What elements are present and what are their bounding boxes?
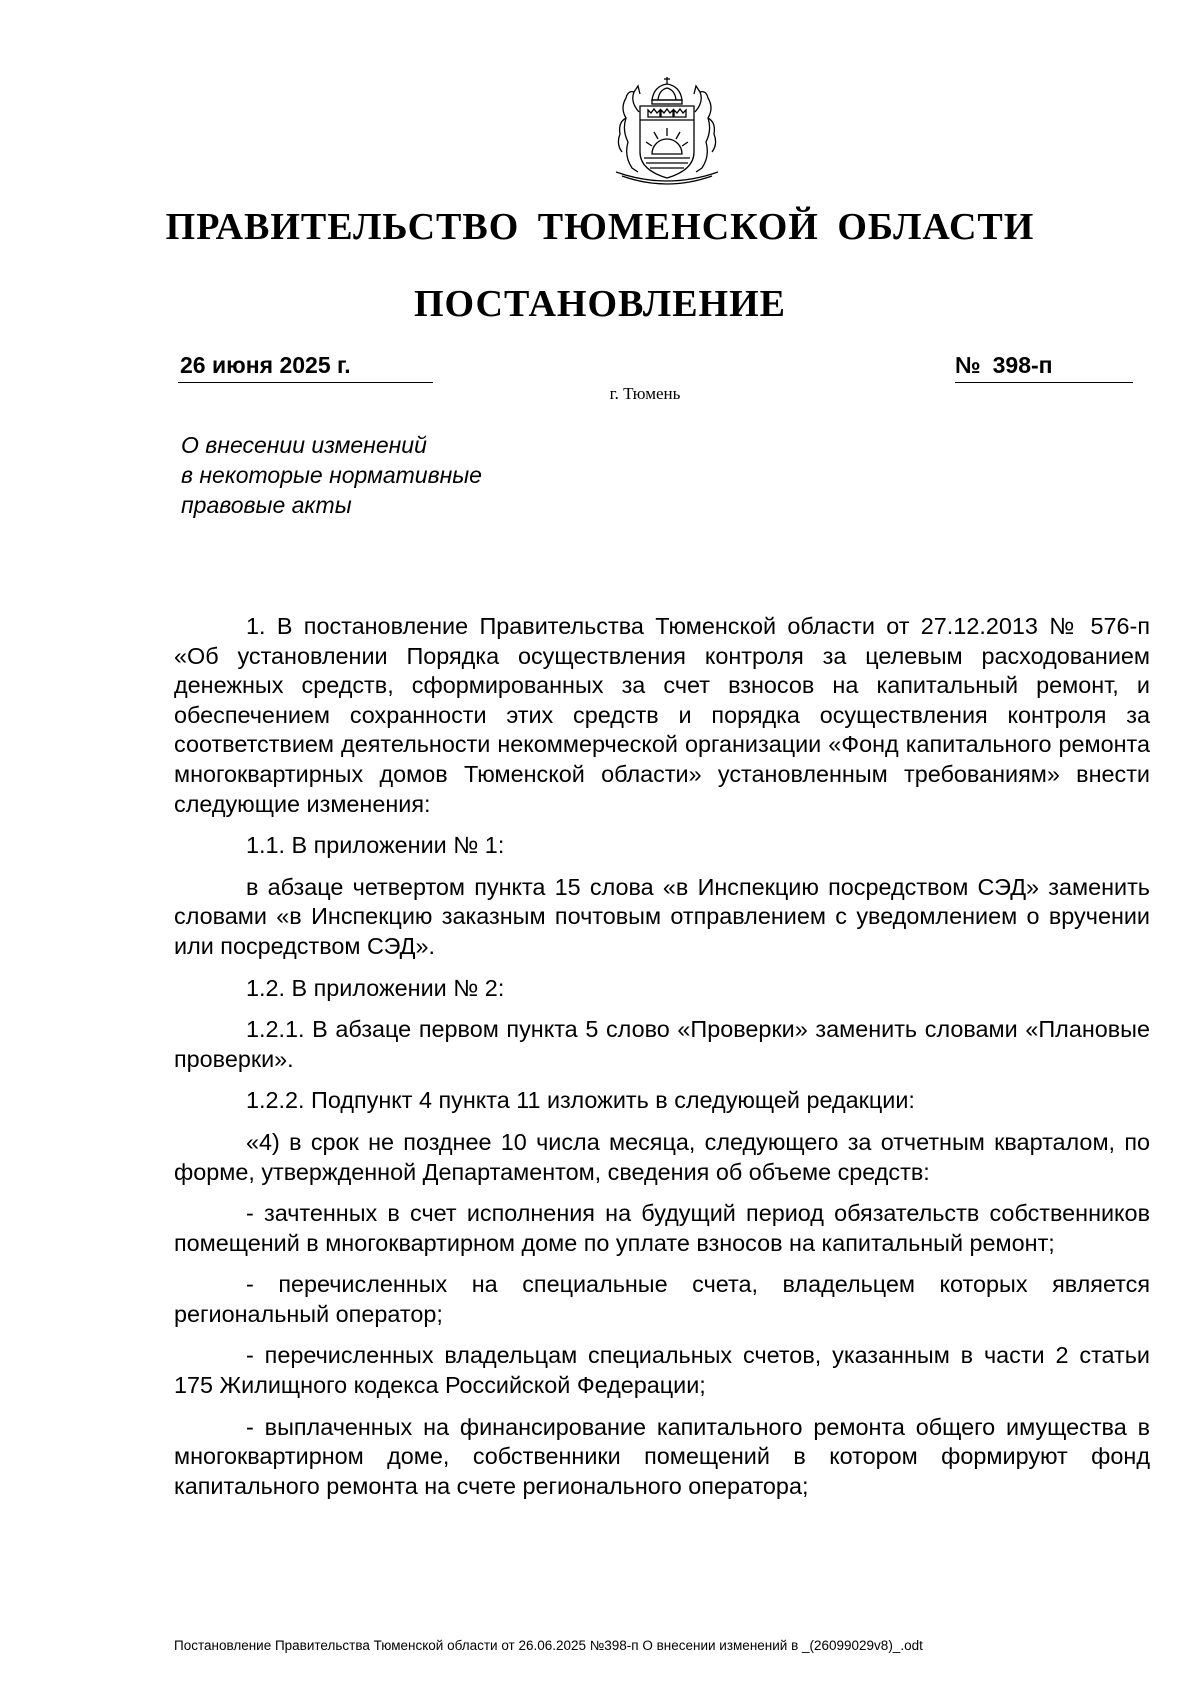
list-item: - перечисленных владельцам специальных счетов, указанным в части 2 статьи 175 Жилищного кодекса Российской Федерации; bbox=[174, 1342, 1150, 1399]
subject-line: О внесении изменений bbox=[181, 432, 427, 458]
page-footer: Постановление Правительства Тюменской области от 26.06.2025 №398-п О внесении изменений в _(26099029v8)_.odt bbox=[174, 1638, 923, 1653]
paragraph-1-2-2: 1.2.2. Подпункт 4 пункта 11 изложить в следующей редакции: bbox=[246, 1087, 915, 1114]
paragraph-1-1: 1.1. В приложении № 1: bbox=[246, 832, 505, 859]
list-item: - зачтенных в счет исполнения на будущий период обязательств собственников помещений в многоквартирном доме по уплате взносов на капитальный ремонт; bbox=[174, 1200, 1150, 1256]
paragraph-subitem-4: «4) в срок не позднее 10 числа месяца, следующего за отчетным кварталом, по форме, утвержденной Департаментом, сведения об объеме средств: bbox=[174, 1128, 1150, 1185]
document-date: 26 июня 2025 г. bbox=[178, 352, 433, 383]
number-sign: № bbox=[955, 352, 981, 378]
document-subject bbox=[181, 430, 601, 520]
coat-of-arms-icon bbox=[596, 72, 738, 186]
subject-line: в некоторые нормативные bbox=[181, 462, 482, 488]
list-item: - выплаченных на финансирование капитального ремонта общего имущества в многоквартирном доме, собственники помещений в котором формируют фонд капитального ремонта на счете регионального оператора; bbox=[174, 1413, 1150, 1499]
document-body bbox=[174, 612, 1150, 1513]
paragraph-1-2: 1.2. В приложении № 2: bbox=[246, 974, 505, 1001]
document-city: г. Тюмень bbox=[609, 384, 681, 403]
subject-line: правовые акты bbox=[181, 492, 352, 518]
document-number: 398-п bbox=[992, 352, 1053, 378]
organization-title: ПРАВИТЕЛЬСТВО ТЮМЕНСКОЙ ОБЛАСТИ bbox=[165, 206, 1035, 248]
paragraph-1: 1. В постановление Правительства Тюменской области от 27.12.2013 № 576-п «Об установлении Порядка осуществления контроля за целевым расходованием денежных средств, сформированных за счет взносов на капитальный ремонт, и обеспечением сохранности этих средств и порядка осуществления контроля за соответствием деятельности некоммерческой организации «Фонд капитального ремонта многоквартирных домов Тюменской области» установленным требованиям» внести следующие изменения: bbox=[174, 613, 1150, 817]
list-item: - перечисленных на специальные счета, владельцем которых является региональный оператор; bbox=[174, 1271, 1150, 1327]
paragraph-1-2-1: 1.2.1. В абзаце первом пункта 5 слово «Проверки» заменить словами «Плановые проверки». bbox=[174, 1016, 1150, 1072]
document-number-field bbox=[955, 352, 1133, 383]
document-type: ПОСТАНОВЛЕНИЕ bbox=[413, 283, 787, 325]
paragraph-1-1-text: в абзаце четвертом пункта 15 слова «в Инспекцию посредством СЭД» заменить словами «в Инспекцию заказным почтовым отправлением с уведомлением о вручении или посредством СЭД». bbox=[174, 873, 1150, 959]
